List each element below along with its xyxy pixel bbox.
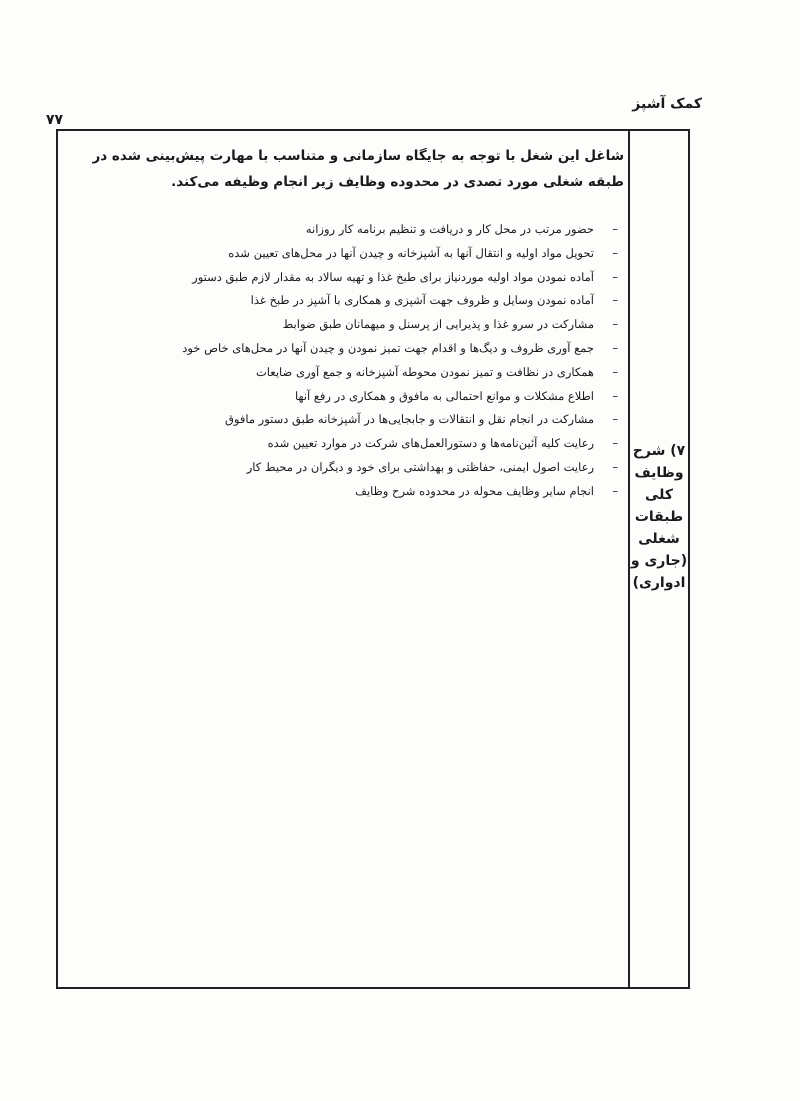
list-item — [124, 385, 618, 409]
section-label-line: کلی — [644, 487, 674, 503]
list-item — [124, 266, 618, 290]
section-label-line: ادواری) — [632, 575, 686, 591]
bullet-dash: – — [612, 317, 618, 332]
duty-text: آماده نمودن وسایل و ظروف جهت آشپزی و همکاری با آشپز در طبخ غذا — [250, 293, 594, 308]
bullet-dash: – — [612, 245, 618, 260]
list-item — [124, 361, 618, 385]
bullet-dash: – — [612, 222, 618, 236]
section-label-line: (جاری و — [630, 553, 688, 569]
duty-text: رعایت اصول ایمنی، حفاظتی و بهداشتی برای خود و دیگران در محیط کار — [246, 459, 594, 474]
duty-text: همکاری در نظافت و تمیز نمودن محوطه آشپزخانه و جمع آوری ضایعات — [255, 364, 594, 379]
section-label — [630, 440, 688, 594]
duty-text: اطلاع مشکلات و موانع احتمالی به مافوق و همکاری در رفع آنها — [294, 388, 594, 403]
bullet-dash: – — [612, 293, 618, 308]
duty-text: حضور مرتب در محل کار و دریافت و تنظیم برنامه کار روزانه — [305, 222, 594, 236]
list-item — [124, 242, 618, 266]
page-header-title: کمک آشپز — [632, 96, 702, 112]
section-label-line: طبقات — [634, 509, 684, 525]
list-item — [124, 337, 618, 361]
duty-text: جمع آوری ظروف و دیگ‌ها و اقدام جهت تمیز نمودن و چیدن آنها در محل‌های خاص خود — [182, 340, 594, 355]
duties-list — [124, 218, 618, 504]
list-item — [124, 432, 618, 456]
list-item — [124, 480, 618, 504]
bullet-dash: – — [612, 459, 618, 474]
duty-text: تحویل مواد اولیه و انتقال آنها به آشپزخانه و چیدن آنها در محل‌های تعیین شده — [228, 245, 594, 260]
duty-text: آماده نمودن مواد اولیه موردنیاز برای طبخ غذا و تهیه سالاد به مقدار لازم طبق دستور — [192, 269, 594, 284]
bullet-dash: – — [612, 269, 618, 284]
bullet-dash: – — [612, 364, 618, 379]
duty-text: مشارکت در انجام نقل و انتقالات و جابجایی‌ها در آشپزخانه طبق دستور مافوق — [225, 412, 594, 427]
duty-text: رعایت کلیه آئین‌نامه‌ها و دستورالعمل‌های شرکت در موارد تعیین شده — [267, 436, 594, 451]
section-label-line: وظایف — [634, 465, 684, 481]
list-item — [124, 289, 618, 313]
bullet-dash: – — [612, 340, 618, 355]
list-item — [124, 313, 618, 337]
bullet-dash: – — [612, 483, 618, 498]
duty-text: انجام سایر وظایف محوله در محدوده شرح وظایف — [355, 483, 594, 498]
section-label-line: شغلی — [638, 531, 680, 547]
intro-paragraph: شاغل این شغل با توجه به جایگاه سازمانی و متناسب با مهارت پیش‌بینی شده در طبقه شغلی مورد تصدی در محدوده وظایف زیر انجام وظیفه می‌کند. — [92, 148, 624, 190]
bullet-dash: – — [612, 412, 618, 427]
bullet-dash: – — [612, 388, 618, 403]
duty-text: مشارکت در سرو غذا و پذیرایی از پرسنل و میهمانان طبق ضوابط — [282, 317, 594, 332]
list-item — [124, 408, 618, 432]
section-label-line: ۷) شرح — [632, 443, 686, 459]
list-item — [124, 456, 618, 480]
bullet-dash: – — [612, 436, 618, 451]
page-number: ۷۷ — [46, 112, 64, 128]
list-item — [124, 218, 618, 242]
